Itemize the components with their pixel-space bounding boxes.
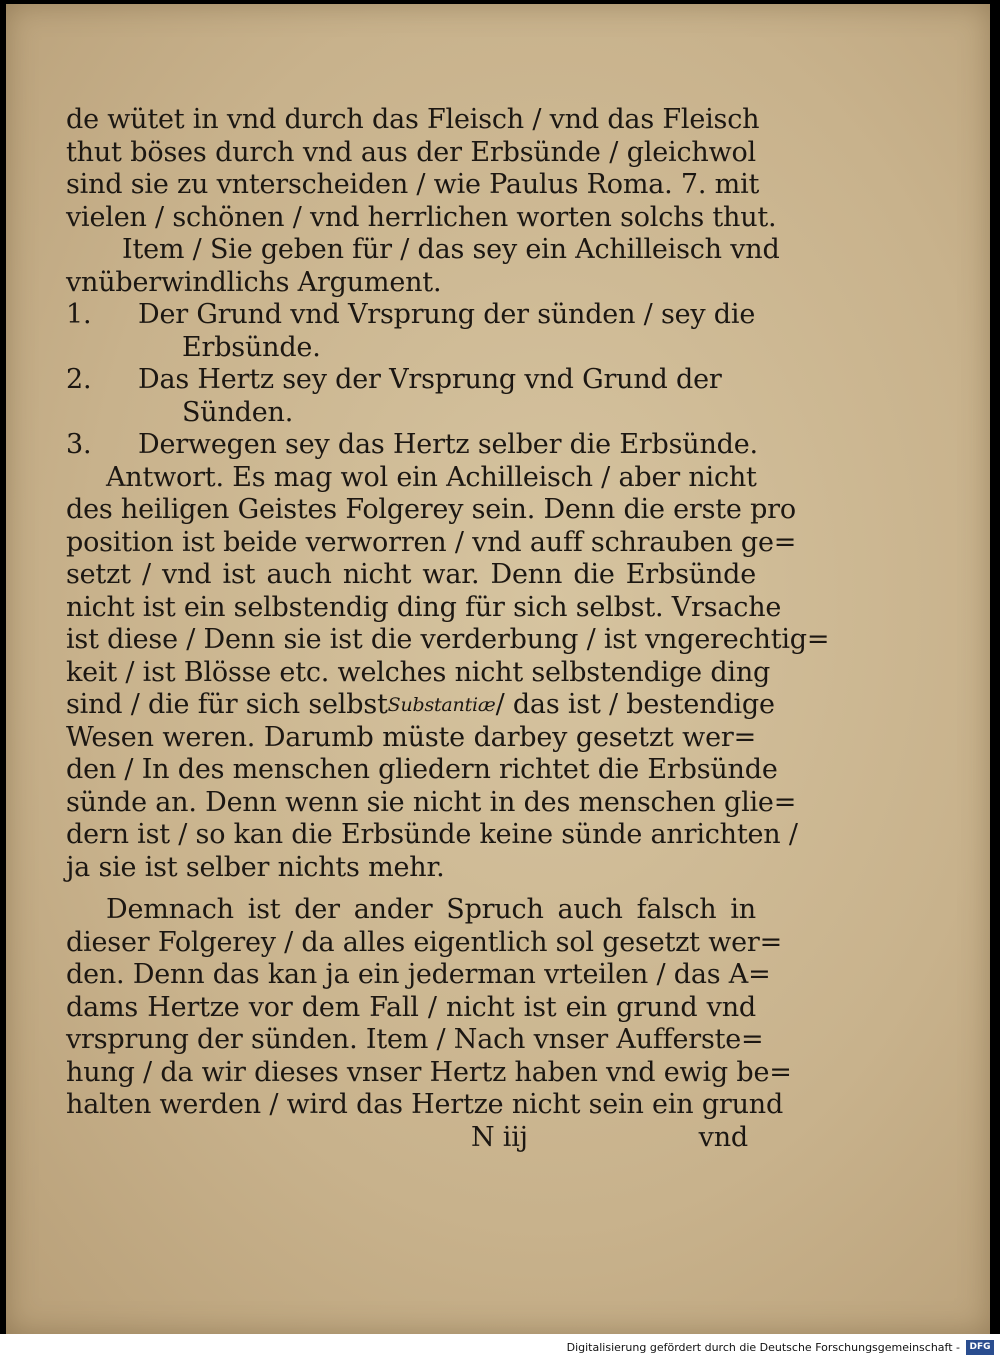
digitization-footer — [0, 1334, 1000, 1359]
text-line: ja sie ist selber nichts mehr. — [66, 851, 445, 883]
text-fragment: sind / die für sich selbst — [66, 689, 388, 720]
text-line: vnüberwindlichs Argument. — [66, 266, 442, 298]
item-number: 2. — [66, 364, 92, 395]
text-line-substantiae — [66, 689, 775, 722]
text-line: ist diese / Denn sie ist die verderbung / ist vngerechtig= — [66, 624, 830, 655]
text-line: halten werden / wird das Hertze nicht sein ein grund — [66, 1089, 784, 1120]
text-line: Antwort. Es mag wol ein Achilleisch / aber nicht — [106, 461, 757, 493]
page-text — [66, 104, 830, 1154]
item-text-cont: Erbsünde. — [182, 331, 321, 363]
scanned-page — [6, 4, 990, 1334]
funding-note: Digitalisierung gefördert durch die Deutsche Forschungsgemeinschaft - — [566, 1341, 960, 1354]
item-text: Der Grund vnd Vrsprung der sünden / sey die — [138, 299, 756, 330]
text-line: vrsprung der sünden. Item / Nach vnser Aufferste= — [66, 1024, 764, 1055]
text-line: setzt / vnd ist auch nicht war. Denn die Erbsünde — [66, 559, 756, 590]
text-line: Demnach ist der ander Spruch auch falsch in — [106, 894, 756, 925]
text-line: sünde an. Denn wenn sie nicht in des menschen glie= — [66, 786, 797, 818]
numbered-item-3 — [66, 429, 756, 462]
text-line: sind sie zu vnterscheiden / wie Paulus Roma. 7. mit — [66, 169, 760, 200]
text-line: hung / da wir dieses vnser Hertz haben vnd ewig be= — [66, 1056, 792, 1088]
signature-mark: N iij — [471, 1121, 528, 1153]
page-footer-row — [66, 1122, 756, 1154]
catchword: vnd — [698, 1121, 748, 1153]
text-line: Item / Sie geben für / das sey ein Achilleisch vnd — [122, 234, 780, 265]
item-number: 1. — [66, 299, 92, 330]
text-line: dern ist / so kan die Erbsünde keine sünde anrichten / — [66, 819, 798, 850]
item-number: 3. — [66, 429, 92, 460]
text-line: position ist beide verworren / vnd auff schrauben ge= — [66, 526, 797, 558]
text-line: den. Denn das kan ja ein jederman vrteilen / das A= — [66, 959, 771, 990]
numbered-item-1 — [66, 299, 756, 332]
text-line: Wesen weren. Darumb müste darbey gesetzt wer= — [66, 721, 756, 753]
text-line: des heiligen Geistes Folgerey sein. Denn die erste pro — [66, 494, 796, 525]
latin-word: Substantiæ — [387, 694, 496, 716]
item-text: Das Hertz sey der Vrsprung vnd Grund der — [138, 364, 722, 395]
numbered-item-2 — [66, 364, 756, 397]
dfg-logo: DFG — [966, 1340, 994, 1355]
text-line: dams Hertze vor dem Fall / nicht ist ein grund vnd — [66, 991, 756, 1023]
text-line: dieser Folgerey / da alles eigentlich sol gesetzt wer= — [66, 926, 783, 958]
item-text: Derwegen sey das Hertz selber die Erbsünde. — [138, 429, 758, 460]
text-line: nicht ist ein selbstendig ding für sich selbst. Vrsache — [66, 591, 782, 623]
text-line: vielen / schönen / vnd herrlichen worten solchs thut. — [66, 201, 777, 233]
item-text-cont: Sünden. — [182, 396, 294, 428]
text-fragment: / das ist / bestendige — [495, 689, 775, 720]
text-line: keit / ist Blösse etc. welches nicht selbstendige ding — [66, 656, 771, 688]
text-line: den / In des menschen gliedern richtet die Erbsünde — [66, 754, 778, 785]
text-line: thut böses durch vnd aus der Erbsünde / gleichwol — [66, 136, 756, 168]
text-line: de wütet in vnd durch das Fleisch / vnd das Fleisch — [66, 104, 760, 135]
